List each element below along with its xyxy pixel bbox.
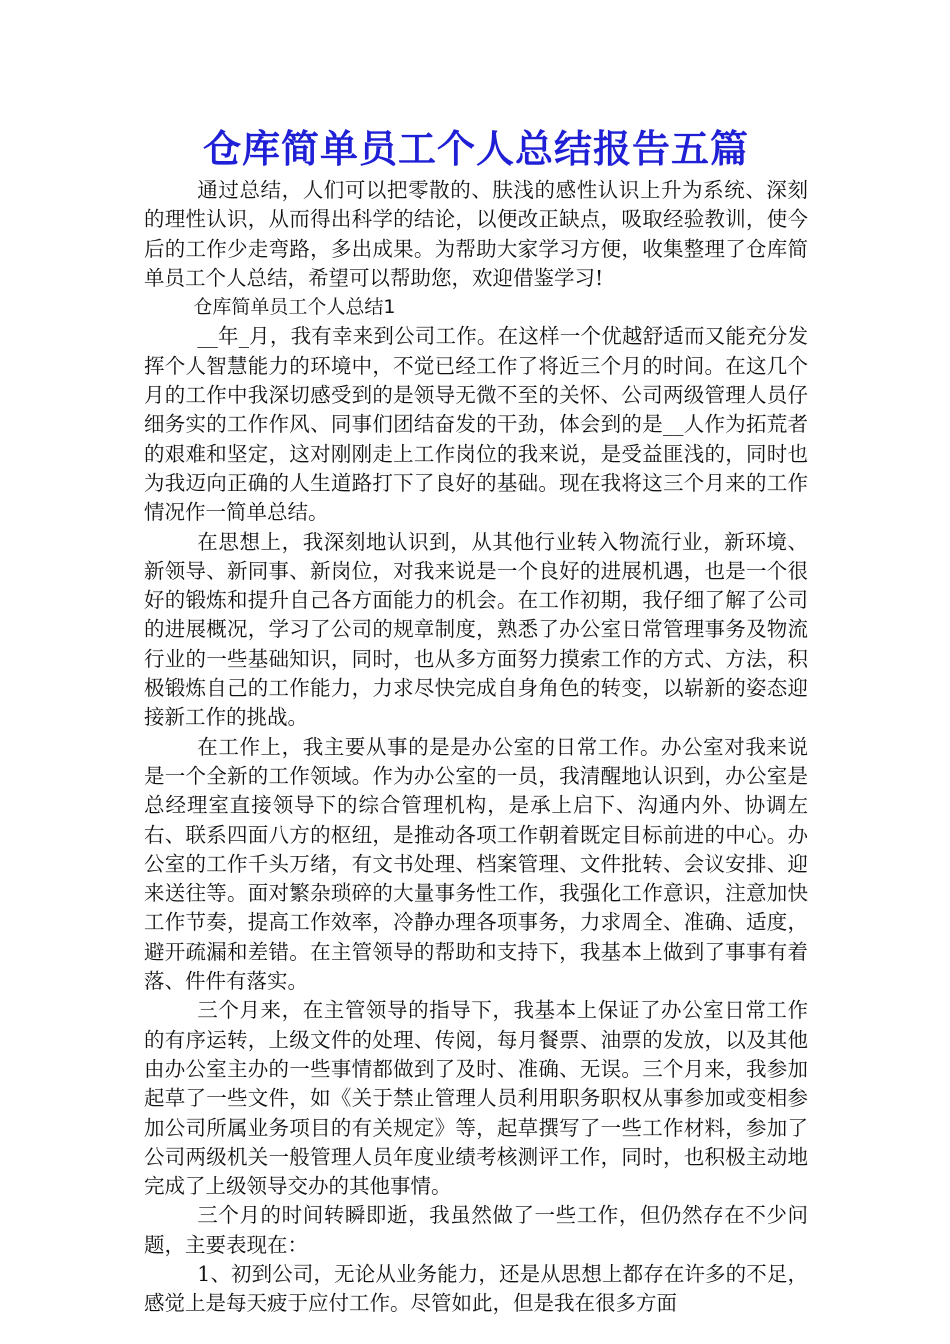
body-paragraph: 在工作上，我主要从事的是是办公室的日常工作。办公室对我来说是一个全新的工作领域。作为办公室的一员，我清醒地认识到，办公室是总经理室直接领导下的综合管理机构，是承上启下、沟通内外、协调左右、联系四面八方的枢纽，是推动各项工作朝着既定目标前进的中心。办公室的工作千头万绪，有文书处理、档案管理、文件批转、会议安排、迎来送往等。面对繁杂琐碎的大量事务性工作，我强化工作意识，注意加快工作节奏，提高工作效率，冷静办理各项事务，力求周全、准确、适度，避开疏漏和差错。在主管领导的帮助和支持下，我基本上做到了事事有着落、件件有落实。 [144, 734, 808, 994]
document-body [144, 176, 808, 1319]
document-page [144, 122, 808, 1319]
body-paragraph: 三个月的时间转瞬即逝，我虽然做了一些工作，但仍然存在不少问题，主要表现在： [144, 1203, 808, 1257]
document-title: 仓库简单员工个人总结报告五篇 [202, 126, 749, 171]
intro-paragraph: 通过总结，人们可以把零散的、肤浅的感性认识上升为系统、深刻的理性认识，从而得出科学的结论，以便改正缺点，吸取经验教训，使今后的工作少走弯路，多出成果。为帮助大家学习方便，收集整理了仓库简单员工个人总结，希望可以帮助您，欢迎借鉴学习! [144, 178, 808, 290]
body-paragraph: 三个月来，在主管领导的指导下，我基本上保证了办公室日常工作的有序运转，上级文件的处理、传阅，每月餐票、油票的发放，以及其他由办公室主办的一些事情都做到了及时、准确、无误。三个月来，我参加起草了一些文件，如《关于禁止管理人员利用职务职权从事参加或变相参加公司所属业务项目的有关规定》等，起草撰写了一些工作材料，参加了公司两级机关一般管理人员年度业绩考核测评工作，同时，也积极主动地完成了上级领导交办的其他事情。 [144, 998, 808, 1199]
list-item-paragraph: 1、初到公司，无论从业务能力，还是从思想上都存在许多的不足，感觉上是每天疲于应付工作。尽管如此，但是我在很多方面 [144, 1261, 808, 1316]
body-paragraph: 在思想上，我深刻地认识到，从其他行业转入物流行业，新环境、新领导、新同事、新岗位，对我来说是一个良好的进展机遇，也是一个很好的锻炼和提升自己各方面能力的机会。在工作初期，我仔细了解了公司的进展概况，学习了公司的规章制度，熟悉了办公室日常管理事务及物流行业的一些基础知识，同时，也从多方面努力摸索工作的方式、方法，积极锻炼自己的工作能力，力求尽快完成自身角色的转变，以崭新的姿态迎接新工作的挑战。 [144, 529, 808, 730]
body-paragraph: __年_月，我有幸来到公司工作。在这样一个优越舒适而又能充分发挥个人智慧能力的环境中，不觉已经工作了将近三个月的时间。在这几个月的工作中我深切感受到的是领导无微不至的关怀、公司两级管理人员仔细务实的工作作风、同事们团结奋发的干劲，体会到的是__人作为拓荒者的艰难和坚定，这对刚刚走上工作岗位的我来说，是受益匪浅的，同时也为我迈向正确的人生道路打下了良好的基础。现在我将这三个月来的工作情况作一简单总结。 [144, 324, 808, 525]
section-heading: 仓库简单员工个人总结1 [193, 296, 396, 319]
